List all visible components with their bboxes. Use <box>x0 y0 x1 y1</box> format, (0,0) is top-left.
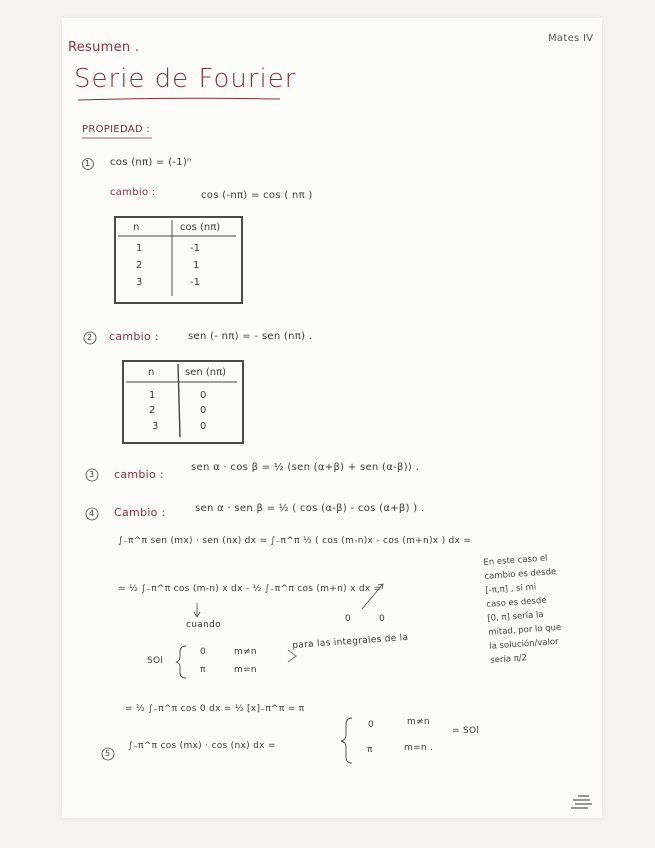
sol-case-2-cond: m=n <box>234 665 257 675</box>
p1-formula: cos (nπ) = (-1)ⁿ <box>110 157 192 168</box>
side-note-line: caso es desde <box>486 595 547 610</box>
sol-case-1-val: 0 <box>200 647 207 657</box>
p5-case-2-cond: m=n . <box>404 743 434 753</box>
side-note-line: sería π/2 <box>489 653 528 666</box>
p4-zero-a: 0 <box>345 614 352 624</box>
cos-table-v-2: 1 <box>193 260 200 271</box>
p4-integral-line-2: = ½ ∫₋π^π cos (m-n) x dx - ½ ∫₋π^π cos (m+n) x dx = <box>118 584 382 594</box>
cos-table-n-3: 3 <box>136 277 143 288</box>
side-note <box>483 551 564 668</box>
p2-formula: sen (- nπ) = - sen (nπ) . <box>188 331 313 342</box>
cos-table-n-1: 1 <box>136 243 143 254</box>
p1-cambio-label: cambio : <box>110 187 156 198</box>
p4-formula: sen α · sen β = ½ ( cos (α-β) - cos (α+β) ) . <box>195 503 425 514</box>
header-label: Resumen . <box>68 40 140 55</box>
sen-table-v-1: 0 <box>200 390 207 401</box>
sen-table-n-2: 2 <box>149 405 156 416</box>
sen-table-head-val: sen (nπ) <box>185 367 227 378</box>
sen-table-head-n: n <box>148 367 155 378</box>
sol-case-1-cond: m≠n <box>234 647 257 657</box>
p4-cuando: cuando <box>186 620 221 630</box>
p3-formula: sen α · cos β = ½ (sen (α+β) + sen (α-β)) . <box>191 462 420 473</box>
side-note-line: la solución/valor <box>488 636 559 652</box>
course-label: Mates IV <box>548 33 594 44</box>
sen-table-n-3: 3 <box>152 421 159 432</box>
cos-table-head-val: cos (nπ) <box>180 222 221 233</box>
side-note-line: [0, π] sería la <box>487 609 544 624</box>
cos-table-v-1: -1 <box>190 243 200 254</box>
section-label: PROPIEDAD : <box>82 124 151 135</box>
sen-table-n-1: 1 <box>149 390 156 401</box>
side-note-line: cambio es desde <box>484 566 557 582</box>
p5-sol: = SOl <box>452 726 480 736</box>
cos-table-v-3: -1 <box>190 277 200 288</box>
side-note-line: En este caso el <box>483 553 548 568</box>
p4-integral-line-3: = ½ ∫₋π^π cos 0 dx = ½ [x]₋π^π = π <box>125 704 305 714</box>
cos-table-head-n: n <box>133 222 140 233</box>
sol-note: para las integrales de la <box>292 632 409 651</box>
p3-cambio-label: cambio : <box>114 468 164 481</box>
p4-cambio-label: Cambio : <box>114 506 166 519</box>
side-note-line: [-π,π] , si mi <box>485 582 537 596</box>
p5-formula: ∫₋π^π cos (mx) · cos (nx) dx = <box>128 741 276 751</box>
p2-cambio-label: cambio : <box>109 330 159 343</box>
p5-case-2-val: π <box>367 745 373 755</box>
property-number-4: 4 <box>89 509 95 518</box>
sol-case-2-val: π <box>200 665 206 675</box>
property-number-5: 5 <box>105 749 111 758</box>
p4-zero-b: 0 <box>379 614 386 624</box>
property-number-2: 2 <box>87 333 93 342</box>
p4-integral-line-1: ∫₋π^π sen (mx) · sen (nx) dx = ∫₋π^π ½ ( cos (m-n)x - cos (m+n)x ) dx = <box>118 536 472 546</box>
sol-label: SOl <box>147 656 164 666</box>
cos-table-n-2: 2 <box>136 260 143 271</box>
sen-table-v-3: 0 <box>200 421 207 432</box>
sen-table-v-2: 0 <box>200 405 207 416</box>
property-number-1: 1 <box>85 159 91 168</box>
p1-cambio-formula: cos (-nπ) = cos ( nπ ) <box>201 190 313 201</box>
side-note-line: mitad, por lo que <box>488 622 562 638</box>
p5-case-1-cond: m≠n <box>407 717 430 727</box>
property-number-3: 3 <box>89 470 95 479</box>
p5-case-1-val: 0 <box>368 720 375 730</box>
page-title: Serie de Fourier <box>74 64 297 94</box>
